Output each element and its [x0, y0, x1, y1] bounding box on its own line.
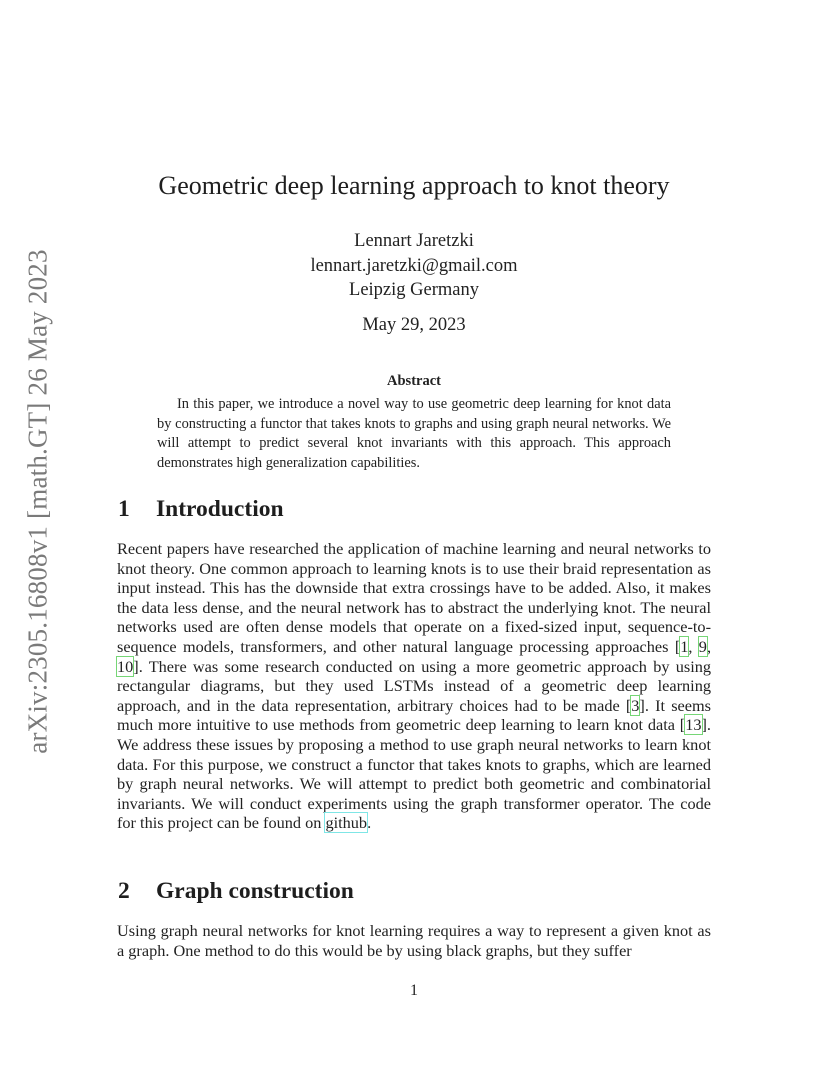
section-heading-graph-construction: [118, 878, 354, 905]
citation-link[interactable]: 3: [631, 695, 640, 715]
introduction-paragraph: [117, 539, 711, 833]
citation-link[interactable]: 10: [117, 656, 134, 676]
section-title: Introduction: [156, 496, 284, 522]
section-number: 1: [118, 496, 130, 522]
paragraph-text: ]. We address these issues by proposing a method to use graph neural networks to learn knot data. For this purpose, we construct a functor that takes knots to graphs, which are learned by graph neural networks. We will attempt to predict both geometric and combinatorial invariants. We will conduct experiments using the graph transformer operator. The code for this project can be found on: [117, 715, 711, 833]
arxiv-identifier-text: arXiv:2305.16808v1 [math.GT] 26 May 2023: [22, 249, 53, 754]
author-location: Leipzig Germany: [349, 280, 479, 300]
graph-construction-paragraph: [117, 921, 711, 960]
author-block: [118, 229, 710, 303]
section-heading-introduction: [118, 496, 284, 523]
citation-link[interactable]: 9: [698, 636, 707, 656]
paper-date: May 29, 2023: [362, 315, 466, 335]
paragraph-text: Using graph neural networks for knot learning requires a way to represent a given knot as a graph. One method to do this would be by using black graphs, but they suffer: [117, 921, 711, 960]
paragraph-text: .: [367, 813, 372, 833]
citation-separator: ,: [706, 636, 712, 656]
paragraph-text: ]. There was some research conducted on using a more geometric approach by using rectangular diagrams, but they used LSTMs instead of a geometric deep learning approach, and in the data representation, arbitrary choices had to be made [: [117, 656, 711, 715]
section-title: Graph construction: [156, 878, 354, 904]
paper-title: Geometric deep learning approach to knot theory: [158, 171, 670, 200]
paragraph-text: Recent papers have researched the application of machine learning and neural networks to knot theory. One common approach to learning knots is to use their braid representation as input instead. This has the downside that extra crossings have to be added. Also, it makes the data less dense, and the neural network has to abstract the underlying knot. The neural networks used are often dense models that operate on a fixed-sized input, sequence-to-sequence models, transformers, and other natural language processing approaches [: [117, 539, 711, 656]
abstract-body: In this paper, we introduce a novel way to use geometric deep learning for knot data by constructing a functor that takes knots to graphs and using graph neural networks. We will attempt to predict several knot invariants with this approach. This approach demonstrates high generalization capabilities.: [157, 396, 671, 471]
arxiv-identifier-stamp: [22, 249, 54, 754]
github-link[interactable]: github: [325, 813, 368, 833]
section-number: 2: [118, 878, 130, 904]
citation-separator: ,: [688, 636, 699, 656]
citation-link[interactable]: 1: [680, 636, 689, 656]
citation-link[interactable]: 13: [685, 715, 702, 735]
paragraph-text: ]. It seems much more intuitive to use methods from geometric deep learning to learn knot data [: [117, 695, 711, 735]
author-name: Lennart Jaretzki: [354, 231, 474, 251]
abstract-heading: Abstract: [387, 373, 441, 389]
page-number: 1: [410, 982, 418, 999]
author-email: lennart.jaretzki@gmail.com: [310, 255, 518, 276]
abstract-text: [157, 395, 671, 473]
